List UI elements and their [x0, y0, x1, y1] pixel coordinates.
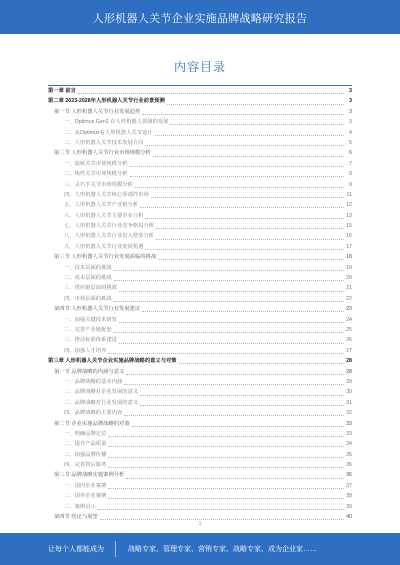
toc-entry-page: 9 [349, 181, 352, 188]
toc-dot-leader [170, 119, 344, 125]
toc-dot-leader [140, 400, 344, 406]
toc-dot-leader [145, 244, 344, 250]
toc-entry-text: 一、加强关键技术研发 [64, 316, 117, 323]
toc-entry-text: 四、市场层面的挑战 [64, 295, 112, 302]
toc-entry[interactable] [48, 491, 352, 501]
toc-entry-page: 24 [346, 316, 352, 323]
toc-dot-leader [114, 327, 344, 333]
toc-entry[interactable] [48, 200, 352, 210]
toc-entry[interactable] [48, 419, 352, 429]
toc-entry[interactable] [48, 460, 352, 470]
toc-entry[interactable] [48, 398, 352, 408]
toc-entry-page: 17 [346, 243, 352, 250]
toc-entry[interactable] [48, 335, 352, 345]
toc-entry[interactable] [48, 128, 352, 138]
toc-entry-text: 六、人形机器人关节主要企业分析 [64, 212, 144, 219]
toc-dot-leader [124, 410, 344, 416]
toc-entry-text: 第三节 人形机器人关节行业发展面临的挑战 [54, 254, 157, 261]
toc-dot-leader [151, 192, 344, 198]
toc-entry-text: 第四节 结论与展望 [54, 514, 98, 521]
toc-entry[interactable] [48, 107, 352, 117]
toc-entry-text: 二、提升产品质量 [64, 441, 107, 448]
toc-entry[interactable] [48, 294, 352, 304]
toc-entry-text: 二、国外企业案例 [64, 493, 107, 500]
toc-entry-text: 二、成本层面的挑战 [64, 275, 112, 282]
toc-entry-page: 3 [349, 108, 352, 115]
toc-entry-page: 3 [349, 98, 352, 105]
toc-entry[interactable] [48, 252, 352, 262]
toc-dot-leader [140, 202, 344, 208]
toc-dot-leader [132, 421, 344, 427]
toc-entry[interactable] [48, 159, 352, 169]
toc-entry-text: 第二章 2023-2028年人形机器人关节行业前景预测 [48, 98, 165, 105]
toc-entry[interactable] [48, 221, 352, 231]
toc-entry-page: 33 [346, 430, 352, 437]
toc-entry-text: 九、人形机器人关节行业发展机遇 [64, 243, 144, 250]
toc-entry[interactable] [48, 502, 352, 512]
toc-entry[interactable] [48, 429, 352, 439]
toc-entry-text: 第一章 前言 [48, 88, 76, 94]
toc-entry-text: 四、人形机器人关节核心零部件市场 [64, 191, 149, 198]
toc-entry-text: 三、加强品牌传播 [64, 451, 107, 458]
toc-entry[interactable] [48, 283, 352, 293]
toc-entry-text: 三、人形机器人关节技术发展方向 [64, 139, 144, 146]
toc-entry-page: 23 [346, 306, 352, 313]
toc-entry[interactable] [48, 387, 352, 397]
toc-entry-text: 三、灵巧手关节市场规模分析 [64, 181, 133, 188]
toc-entry-page: 37 [346, 482, 352, 489]
toc-entry[interactable] [48, 231, 352, 241]
toc-entry-text: 第四节 人形机器人关节行业发展建议 [54, 306, 141, 313]
toc-entry-text: 四、品牌战略的主要内容 [64, 410, 123, 417]
toc-entry-page: 6 [349, 150, 352, 157]
toc-dot-leader [167, 99, 344, 105]
toc-entry-page: 28 [346, 358, 352, 365]
table-of-contents [48, 86, 352, 531]
toc-entry-page: 36 [346, 462, 352, 469]
toc-entry-page: 29 [346, 378, 352, 385]
toc-dot-leader [153, 151, 344, 157]
toc-dot-leader [108, 483, 344, 489]
toc-dot-leader [142, 109, 344, 115]
toc-entry-page: 28 [346, 368, 352, 375]
toc-entry[interactable] [48, 180, 352, 190]
toc-entry-page: 39 [346, 503, 352, 510]
toc-dot-leader [156, 234, 344, 240]
toc-dot-leader [108, 441, 344, 447]
toc-entry-text: 五、人形机器人关节产业链分析 [64, 202, 139, 209]
report-title: 人形机器人关节企业实施品牌战略研究报告 [92, 13, 308, 25]
toc-entry-page: 27 [346, 347, 352, 354]
toc-entry[interactable] [48, 470, 352, 480]
toc-dot-leader [119, 317, 344, 323]
toc-entry-text: 一、国内企业案例 [64, 482, 107, 489]
toc-entry-page: 26 [346, 337, 352, 344]
report-header-bar [0, 0, 400, 34]
toc-entry-text: 三、推动标准体系建设 [64, 337, 117, 344]
toc-dot-leader [135, 182, 344, 188]
toc-dot-leader [126, 473, 344, 479]
toc-entry-text: 一、Optimus Gen2 在人形机器人领域的发展 [64, 119, 169, 126]
toc-heading: 内容目录 [173, 60, 226, 74]
toc-entry-page: 22 [346, 295, 352, 302]
toc-entry-page: 3 [349, 119, 352, 126]
toc-entry-page: 40 [346, 514, 352, 521]
toc-entry-text: 二、从Optimus看人形机器人关节设计 [64, 129, 153, 136]
toc-entry-page: 18 [346, 254, 352, 261]
toc-dot-leader [124, 379, 344, 385]
toc-entry-page: 7 [349, 160, 352, 167]
toc-entry-page: 36 [346, 472, 352, 479]
toc-dot-leader [114, 265, 344, 271]
toc-entry-text: 八、人形机器人关节行业进入壁垒分析 [64, 233, 155, 240]
page-number: 1 [198, 521, 202, 527]
toc-dot-leader [119, 286, 344, 292]
toc-entry[interactable] [48, 356, 352, 366]
toc-entry-page: 19 [346, 264, 352, 271]
toc-entry[interactable] [48, 138, 352, 148]
toc-entry-page: 35 [346, 451, 352, 458]
toc-dot-leader [142, 306, 344, 312]
toc-entry-page: 15 [346, 223, 352, 230]
footer-slogan-right: 战略专家、管理专家、营销专家、战略专家、成为企业家…… [128, 546, 317, 553]
toc-dot-leader [78, 88, 344, 94]
toc-entry[interactable] [48, 169, 352, 179]
toc-entry-text: 第三章 人形机器人关节企业实施品牌战略的意义与对策 [48, 358, 177, 365]
toc-entry-page: 38 [346, 493, 352, 500]
toc-entry[interactable] [48, 273, 352, 283]
toc-dot-leader [156, 223, 344, 229]
toc-dot-leader [100, 514, 344, 520]
toc-entry[interactable] [48, 148, 352, 158]
toc-entry[interactable] [48, 263, 352, 273]
toc-entry[interactable] [48, 117, 352, 127]
toc-entry[interactable] [48, 96, 352, 106]
toc-entry-text: 第二节 人形机器人关节行业市场规模分析 [54, 150, 151, 157]
toc-entry-page: 21 [346, 285, 352, 292]
toc-entry-text: 七、人形机器人关节行业竞争格局分析 [64, 223, 155, 230]
toc-dot-leader [179, 358, 344, 364]
toc-dot-leader [98, 504, 344, 510]
toc-entry[interactable] [48, 346, 352, 356]
toc-entry[interactable] [48, 304, 352, 314]
toc-entry-page: 16 [346, 233, 352, 240]
toc-entry[interactable] [48, 377, 352, 387]
toc-dot-leader [158, 254, 344, 260]
toc-entry-text: 第一节 品牌战略的内涵与意义 [54, 368, 125, 375]
toc-entry-page: 33 [346, 420, 352, 427]
toc-dot-leader [108, 431, 344, 437]
toc-entry-text: 二、品牌战略对企业发展的意义 [64, 389, 139, 396]
toc-entry-text: 二、完善产业链配套 [64, 326, 112, 333]
toc-entry[interactable] [48, 481, 352, 491]
toc-dot-leader [140, 390, 344, 396]
toc-entry[interactable] [48, 315, 352, 325]
toc-entry-text: 一、旋转关节市场规模分析 [64, 160, 128, 167]
toc-dot-leader [108, 462, 344, 468]
toc-entry-page: 34 [346, 441, 352, 448]
toc-entry-text: 一、品牌战略的基本内涵 [64, 378, 123, 385]
toc-entry[interactable] [48, 242, 352, 252]
toc-entry-page: 12 [346, 202, 352, 209]
toc-entry-page: 30 [346, 389, 352, 396]
toc-dot-leader [126, 369, 344, 375]
toc-dot-leader [108, 493, 344, 499]
toc-dot-leader [114, 275, 344, 281]
toc-dot-leader [155, 130, 344, 136]
toc-entry-text: 三、供应链层面的挑战 [64, 285, 117, 292]
toc-entry[interactable] [48, 439, 352, 449]
footer-divider [115, 541, 116, 557]
toc-entry[interactable] [48, 86, 352, 96]
toc-entry-page: 13 [346, 212, 352, 219]
toc-entry[interactable] [48, 190, 352, 200]
toc-entry-text: 第二节 企业实施品牌战略的对策 [54, 420, 130, 427]
toc-entry-text: 一、明确品牌定位 [64, 430, 107, 437]
toc-entry-page: 8 [349, 171, 352, 178]
toc-entry[interactable] [48, 325, 352, 335]
toc-entry-text: 三、品牌战略对行业发展的意义 [64, 399, 139, 406]
toc-dot-leader [145, 140, 344, 146]
toc-dot-leader [119, 338, 344, 344]
toc-entry[interactable] [48, 408, 352, 418]
toc-entry-text: 三、案例启示 [64, 503, 96, 510]
toc-dot-leader [130, 171, 344, 177]
toc-entry-page: 31 [346, 399, 352, 406]
toc-dot-leader [114, 296, 344, 302]
toc-dot-leader [108, 452, 344, 458]
toc-entry-text: 第一节 人形机器人关节行业发展趋势 [54, 108, 141, 115]
toc-entry-text: 第三节 品牌战略实施案例分析 [54, 472, 125, 479]
toc-entry-text: 二、线性关节市场规模分析 [64, 171, 128, 178]
toc-entry-text: 四、完善售后服务 [64, 462, 107, 469]
toc-entry[interactable] [48, 450, 352, 460]
toc-entry-text: 一、技术层面的挑战 [64, 264, 112, 271]
footer-slogan-left: 让每个人都能成为 [48, 546, 104, 553]
toc-entry-text: 四、加强人才培养 [64, 347, 107, 354]
toc-entry-page: 32 [346, 410, 352, 417]
toc-entry[interactable] [48, 211, 352, 221]
toc-entry-page: 11 [346, 191, 352, 198]
toc-entry-page: 25 [346, 326, 352, 333]
toc-dot-leader [145, 213, 344, 219]
toc-entry-page: 3 [349, 88, 352, 94]
toc-entry-page: 4 [349, 129, 352, 136]
toc-entry[interactable] [48, 367, 352, 377]
toc-entry-page: 5 [349, 139, 352, 146]
toc-entry-page: 20 [346, 275, 352, 282]
footer-bar [0, 533, 400, 565]
toc-dot-leader [108, 348, 344, 354]
toc-dot-leader [130, 161, 344, 167]
